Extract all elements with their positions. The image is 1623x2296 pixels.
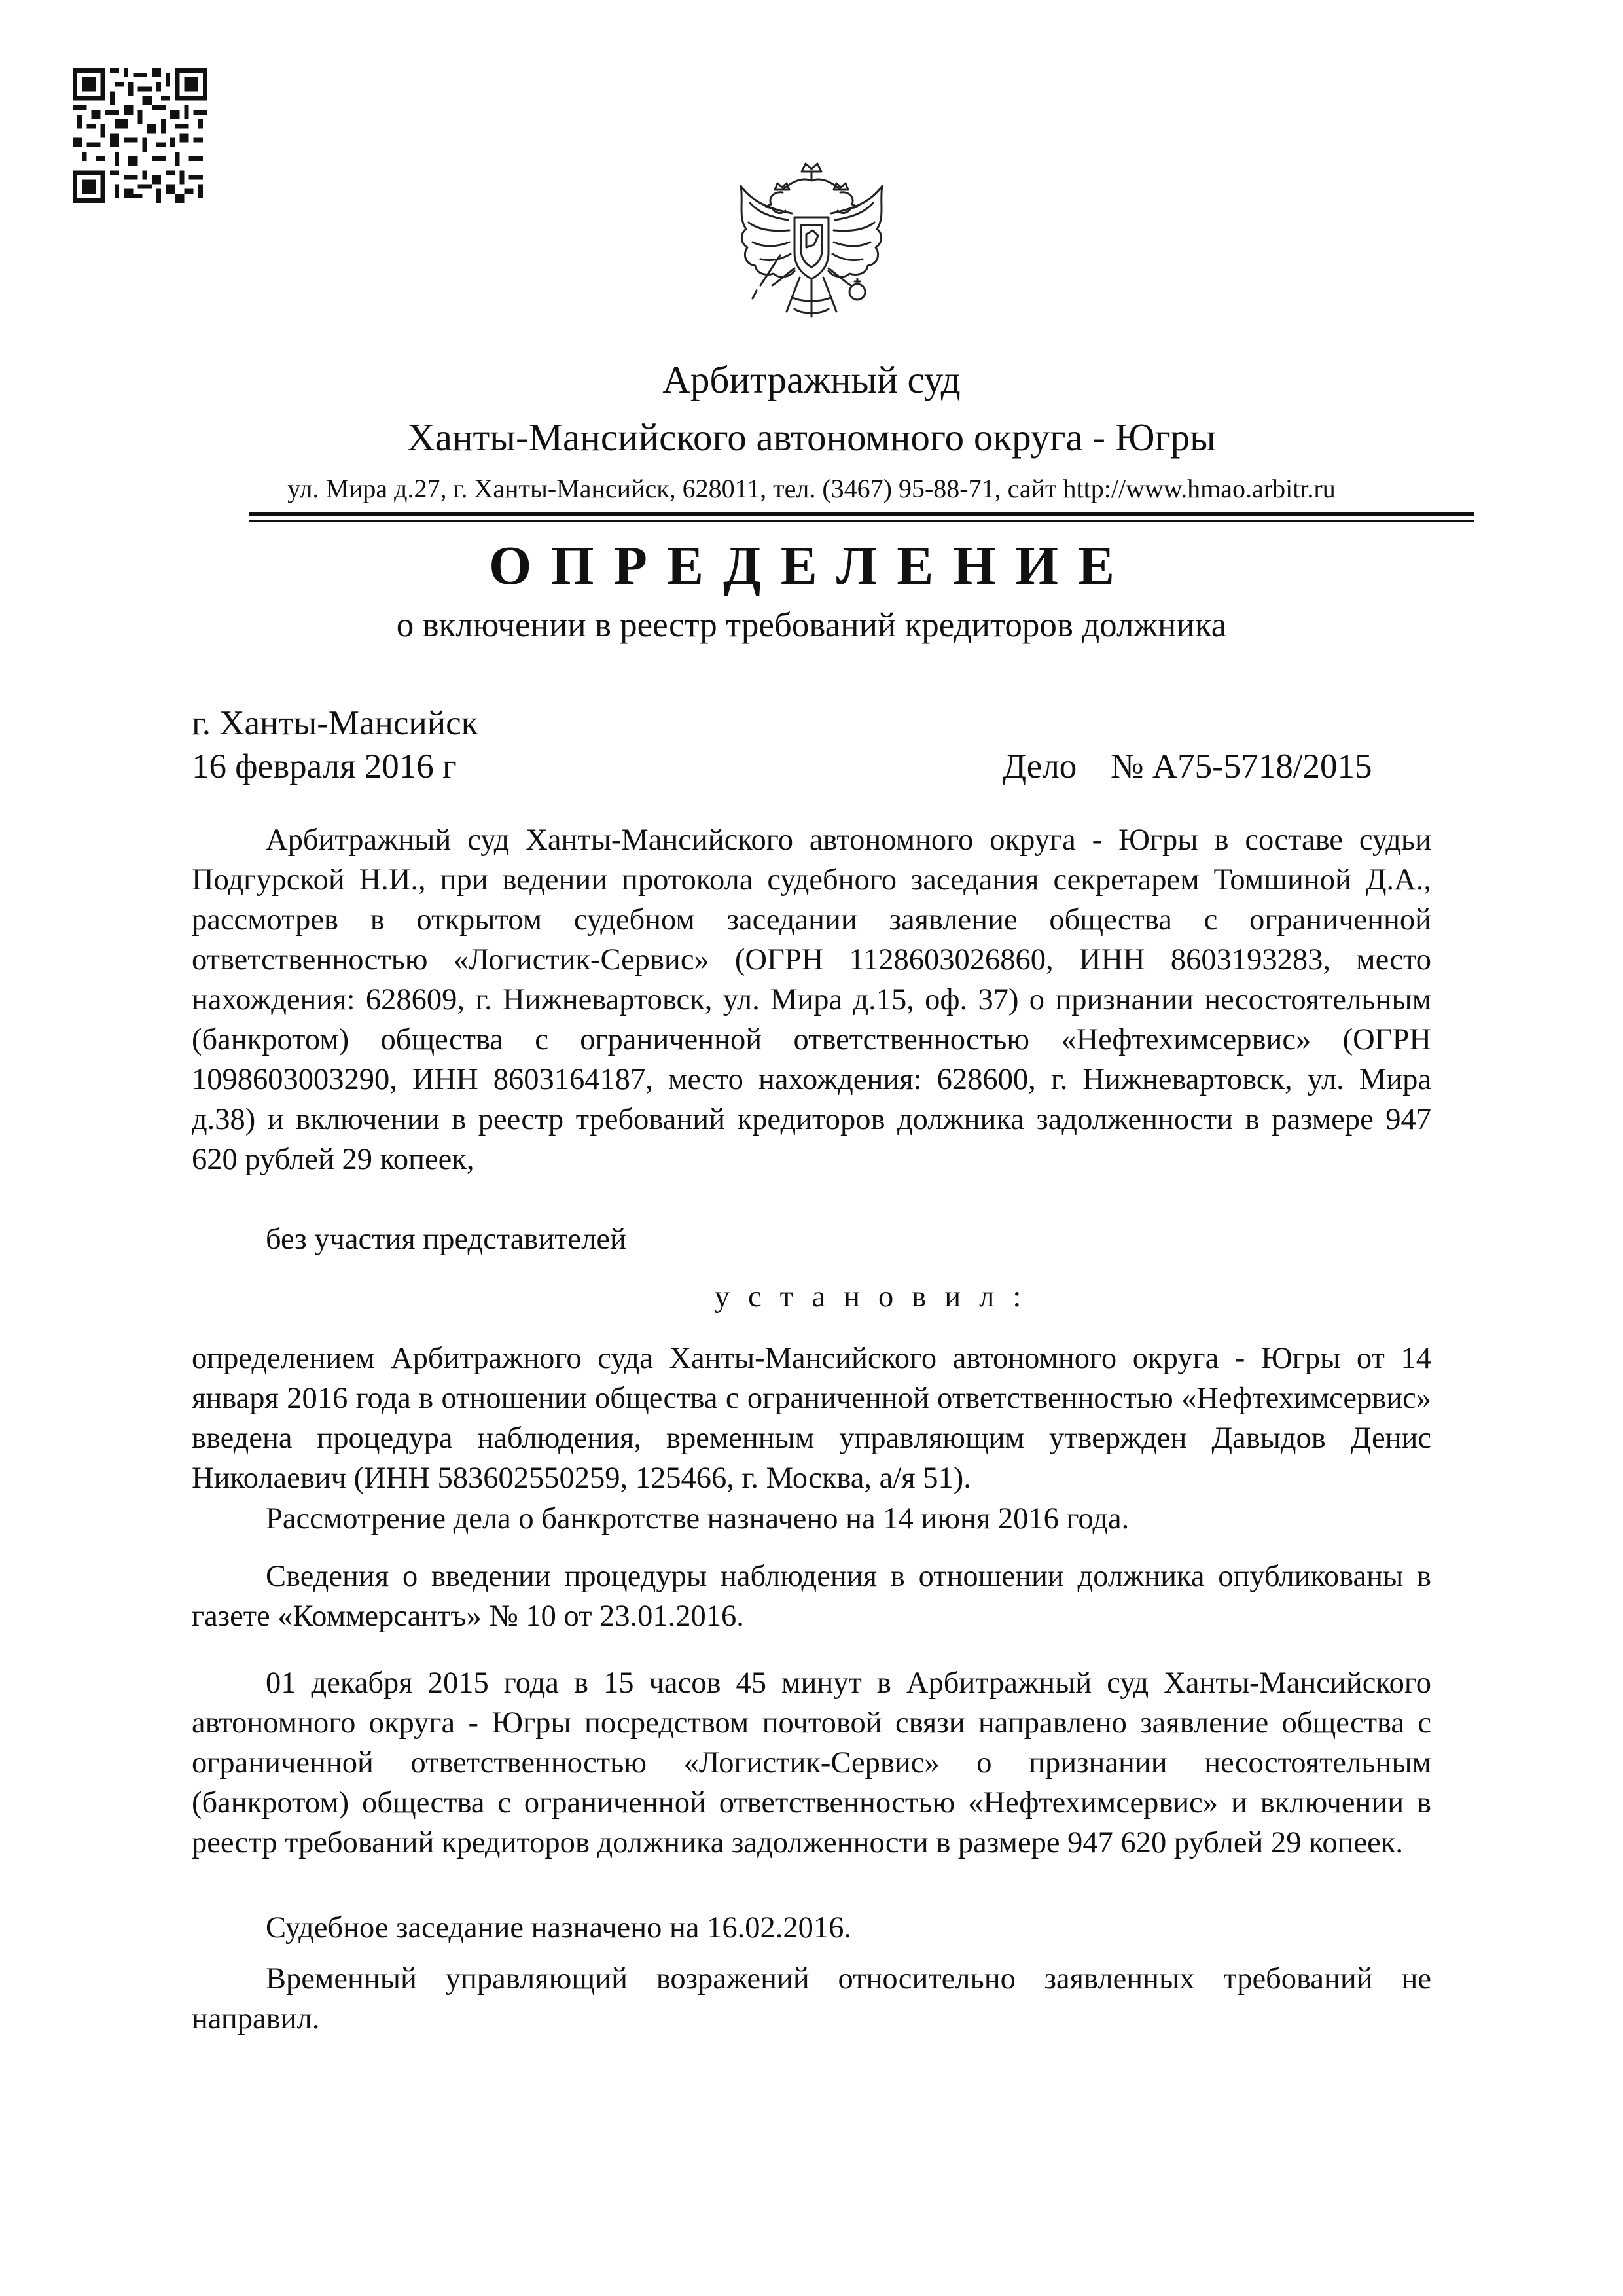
paragraph-no-objections: Временный управляющий возражений относительно заявленных требований не направил.: [192, 1962, 1431, 2036]
case-label: Дело: [1003, 747, 1077, 785]
city: г. Ханты-Мансийск: [192, 704, 478, 742]
paragraph-participants: без участия представителей: [266, 1223, 626, 1256]
paragraph-hearing-date: Рассмотрение дела о банкротстве назначено на 14 июня 2016 года.: [266, 1502, 1130, 1535]
court-region: Ханты-Мансийского автономного округа - Югры: [407, 416, 1216, 459]
paragraph-application: 01 декабря 2015 года в 15 часов 45 минут в Арбитражный суд Ханты-Мансийского автономного округа - Югры посредством почтовой связи направлено заявление общества с ограниченной ответственностью «Логистик-Сервис» о признании несостоятельным (банкротом) общества с ограниченной ответственностью «Нефтехимсервис» и включении в реестр требований кредиторов должника задолженности в размере 947 620 рублей 29 копеек.: [192, 1666, 1431, 1859]
court-address: ул. Мира д.27, г. Ханты-Мансийск, 628011, тел. (3467) 95-88-71, сайт http://www.hmao.arbitr.ru: [287, 474, 1336, 503]
paragraph-session-date: Судебное заседание назначено на 16.02.2016.: [266, 1911, 852, 1945]
court-name: Арбитражный суд: [662, 358, 961, 401]
header-divider-thin: [249, 520, 1474, 522]
document-subtitle: о включении в реестр требований кредиторов должника: [396, 606, 1227, 644]
paragraph-intro: Арбитражный суд Ханты-Мансийского автономного округа - Югры в составе судьи Подгурской Н.И., при ведении протокола судебного заседания секретарем Томшиной Д.А., рассмотрев в открытом судебном заседании заявление общества с ограниченной ответственностью «Логистик-Сервис» (ОГРН 1128603026860, ИНН 8603193283, место нахождения: 628609, г. Нижневартовск, ул. Мира д.15, оф. 37) о признании несостоятельным (банкротом) общества с ограниченной ответственностью «Нефтехимсервис» (ОГРН 1098603003290, ИНН 8603164187, место нахождения: 628600, г. Нижневартовск, ул. Мира д.38) и включении в реестр требований кредиторов должника задолженности в размере 947 620 рублей 29 копеек,: [192, 823, 1431, 1176]
document-date: 16 февраля 2016 г: [192, 747, 457, 785]
case-number: № А75-5718/2015: [1111, 747, 1372, 785]
header-divider-thick: [249, 512, 1474, 516]
coat-of-arms-russia-icon: [726, 157, 897, 331]
qr-code-icon: [73, 68, 207, 203]
document-title: ОПРЕДЕЛЕНИЕ: [488, 535, 1135, 596]
paragraph-publication: Сведения о введении процедуры наблюдения в отношении должника опубликованы в газете «Коммерсантъ» № 10 от 23.01.2016.: [192, 1560, 1431, 1633]
ruled-heading: установил:: [714, 1280, 1040, 1314]
paragraph-procedure: определением Арбитражного суда Ханты-Мансийского автономного округа - Югры от 14 января 2016 года в отношении общества с ограниченной ответственностью «Нефтехимсервис» введена процедура наблюдения, временным управляющим утвержден Давыдов Денис Николаевич (ИНН 583602550259, 125466, г. Москва, а/я 51).: [192, 1342, 1431, 1495]
